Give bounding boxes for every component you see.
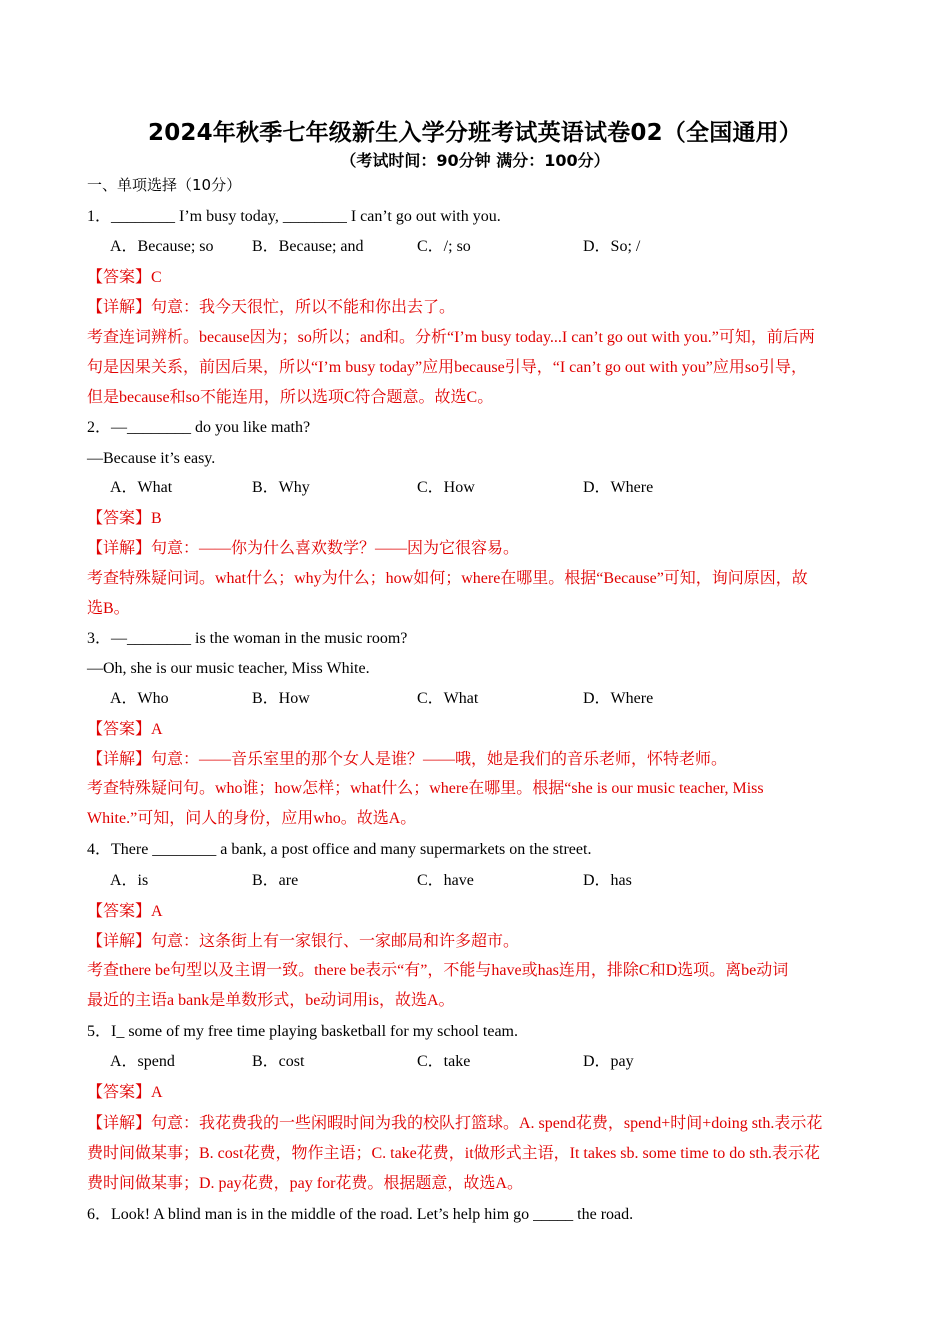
question-3-explain: 考查特殊疑问句。who谁；how怎样；what什么；where在哪里。根据“she is our music teacher, Miss [87, 780, 764, 797]
option-b: B．Why [252, 479, 310, 496]
question-1-explain: 句是因果关系，前因后果，所以“I’m busy today”应用because引导，“I can’t go out with you”应用so引导， [87, 359, 808, 376]
option-b: B．cost [252, 1053, 305, 1070]
option-a: A．is [110, 872, 149, 889]
question-3-answer: 【答案】A [87, 721, 163, 738]
question-6-stem: 6．Look! A blind man is in the middle of the road. Let’s help him go _____ the road. [87, 1206, 634, 1223]
question-2-explain: 选B。 [87, 600, 130, 617]
question-4-options [110, 871, 810, 891]
question-4-explain: 【详解】句意：这条街上有一家银行、一家邮局和许多超市。 [87, 933, 520, 950]
option-d: D．So; / [583, 238, 641, 255]
question-4-explain: 考查there be句型以及主谓一致。there be表示“有”，不能与have或has连用，排除C和D选项。离be动词 [87, 962, 789, 979]
question-5-stem: 5．I_ some of my free time playing basketball for my school team. [87, 1023, 519, 1040]
question-4-answer: 【答案】A [87, 903, 163, 920]
option-c: C．What [417, 690, 479, 707]
question-1-answer: 【答案】C [87, 269, 162, 286]
question-2-options [110, 478, 810, 498]
question-3-explain: 【详解】句意：——音乐室里的那个女人是谁？——哦，她是我们的音乐老师，怀特老师。 [87, 751, 728, 768]
question-1-explain: 考查连词辨析。because因为；so所以；and和。分析“I’m busy today...I can’t go out with you.”可知，前后两 [87, 329, 815, 346]
option-c: C．take [417, 1053, 471, 1070]
question-4-explain: 最近的主语a bank是单数形式，be动词用is，故选A。 [87, 992, 455, 1009]
option-c: C．How [417, 479, 475, 496]
option-b: B．Because; and [252, 238, 364, 255]
question-5-explain: 【详解】句意：我花费我的一些闲暇时间为我的校队打篮球。A. spend花费，spend+时间+doing sth.表示花 [87, 1115, 823, 1132]
question-4-stem: 4．There ________ a bank, a post office and many supermarkets on the street. [87, 841, 592, 858]
question-5-explain: 费时间做某事；D. pay花费，pay for花费。根据题意，故选A。 [87, 1175, 523, 1192]
option-d: D．Where [583, 690, 654, 707]
option-a: A．What [110, 479, 173, 496]
question-3-reply: —Oh, she is our music teacher, Miss White. [87, 660, 370, 677]
exam-info: （考试时间：90分钟 满分：100分） [340, 151, 610, 170]
question-2-answer: 【答案】B [87, 510, 162, 527]
question-2-stem: 2．—________ do you like math? [87, 419, 311, 436]
option-a: A．Who [110, 690, 169, 707]
option-b: B．are [252, 872, 299, 889]
page-title: 2024年秋季七年级新生入学分班考试英语试卷02（全国通用） [147, 120, 803, 146]
option-d: D．Where [583, 479, 654, 496]
question-1-explain: 【详解】句意：我今天很忙，所以不能和你出去了。 [87, 299, 456, 316]
option-c: C．have [417, 872, 474, 889]
option-d: D．pay [583, 1053, 634, 1070]
question-3-options [110, 689, 810, 709]
option-a: A．spend [110, 1053, 175, 1070]
question-5-answer: 【答案】A [87, 1084, 163, 1101]
question-5-explain: 费时间做某事；B. cost花费，物作主语；C. take花费，it做形式主语，It takes sb. some time to do sth.表示花 [87, 1145, 820, 1162]
question-1-options [110, 237, 810, 257]
question-2-explain: 考查特殊疑问词。what什么；why为什么；how如何；where在哪里。根据“Because”可知，询问原因，故 [87, 570, 808, 587]
section-heading: 一、单项选择（10分） [87, 176, 242, 194]
question-1-explain: 但是because和so不能连用，所以选项C符合题意。故选C。 [87, 389, 494, 406]
question-3-stem: 3．—________ is the woman in the music room? [87, 630, 408, 647]
question-2-reply: —Because it’s easy. [87, 450, 216, 467]
option-c: C．/; so [417, 238, 471, 255]
question-5-options [110, 1052, 810, 1072]
question-1-stem: 1．________ I’m busy today, ________ I can’t go out with you. [87, 208, 501, 225]
option-b: B．How [252, 690, 310, 707]
option-d: D．has [583, 872, 632, 889]
question-2-explain: 【详解】句意：——你为什么喜欢数学？——因为它很容易。 [87, 540, 520, 557]
question-3-explain: White.”可知，问人的身份，应用who。故选A。 [87, 810, 417, 827]
option-a: A．Because; so [110, 238, 214, 255]
